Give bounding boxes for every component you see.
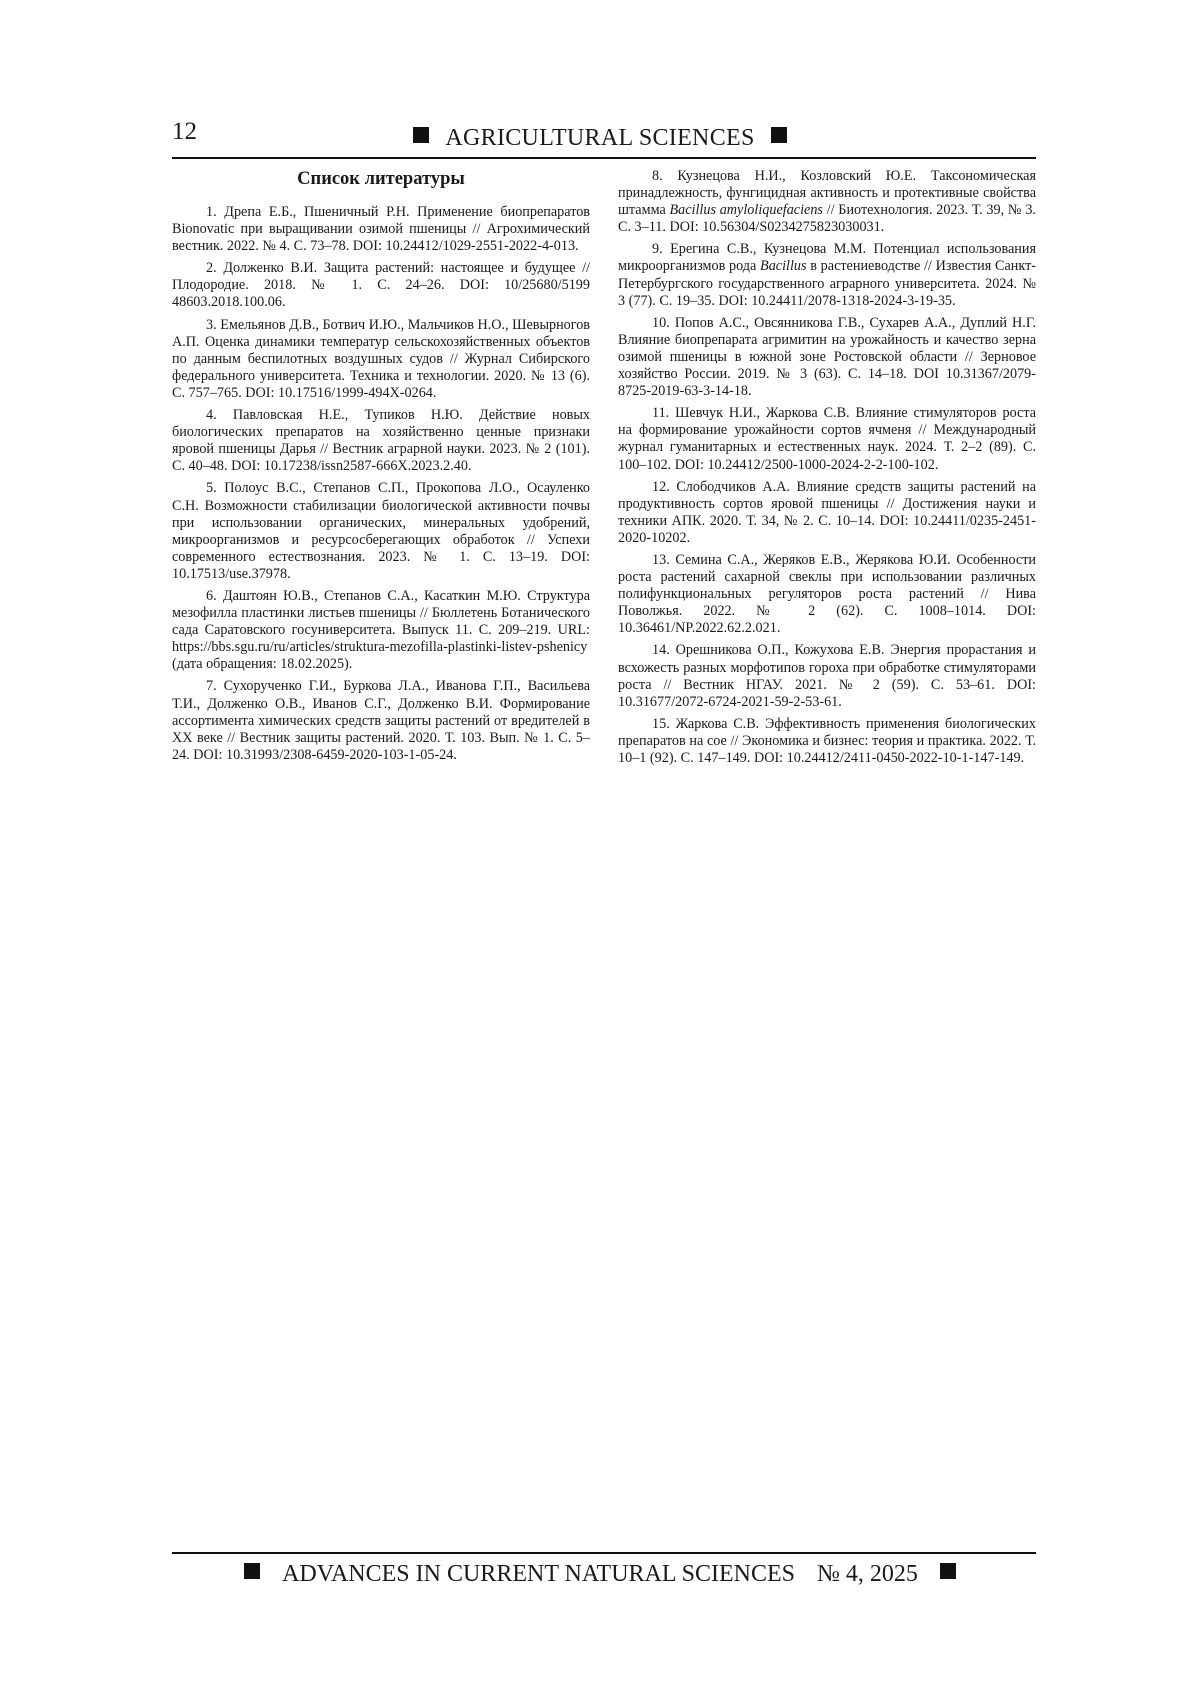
reference-number: 13. [652,551,670,568]
journal-name: ADVANCES IN CURRENT NATURAL SCIENCES [282,1561,796,1587]
reference-number: 5. [206,480,217,497]
reference-text: // Биотехнология. 2023. Т. 39, № 3. С. 3–11. DOI: 10.56304/S0234275823030031. [618,202,1036,236]
reference-item [172,317,590,402]
left-column [172,168,590,769]
right-column [618,168,1036,772]
reference-item [172,260,590,311]
reference-item [618,642,1036,710]
reference-item [618,479,1036,547]
reference-item [172,204,590,255]
reference-item [618,716,1036,767]
reference-number: 8. [652,168,663,184]
square-bullet-icon [771,127,787,143]
reference-number: 10. [652,314,670,331]
reference-text: Полоус В.С., Степанов С.П., Прокопова Л.О., Осауленко С.Н. Возможности стабилизации биологической активности почвы при использовании органических, минеральных удобрений, микроорганизмов и ресурсосберегающих обработок // Успехи современного естествознания. 2023. № 1. С. 13–19. DOI: 10.17513/use.37978. [172,480,591,582]
reference-text: Шевчук Н.И., Жаркова С.В. Влияние стимуляторов роста на формирование урожайности сортов ячменя // Международный журнал гуманитарных и естественных наук. 2024. Т. 2–2 (89). С. 100–102. DOI: 10.24412/2500-1000-2024-2-2-100-102. [618,405,1036,473]
reference-text: в растениеводстве // Известия Санкт-Петербургского государственного аграрного университета. 2024. № 3 (77). С. 19–35. DOI: 10.24411/2078-1318-2024-3-19-35. [618,258,1036,309]
reference-number: 4. [206,407,217,424]
reference-text: Павловская Н.Е., Тупиков Н.Ю. Действие новых биологических препаратов на хозяйственно ценные признаки яровой пшеницы Дарья // Вестник аграрной науки. 2023. № 2 (101). С. 40–48. DOI: 10.17238/issn2587-666X.2023.2.40. [172,407,591,475]
header-divider [172,157,1036,159]
reference-item [172,407,590,475]
reference-text: Семина С.А., Жеряков Е.В., Жерякова Ю.И. Особенности роста растений сахарной свеклы при использовании различных полифункциональных регуляторов роста растений // Нива Поволжья. 2022. № 2 (62). С. 1008–1014. DOI: 10.36461/NP.2022.62.2.021. [618,551,1037,637]
reference-text: Орешникова О.П., Кожухова Е.В. Энергия прорастания и всхожесть разных морфотипов гороха при обработке стимуляторами роста // Вестник НГАУ. 2021. № 2 (59). С. 53–61. DOI: 10.31677/2072-6724-2021-59-2-53-61. [618,642,1036,710]
reference-number: 12. [652,478,670,495]
square-bullet-icon [940,1563,956,1579]
reference-item [618,552,1036,637]
reference-number: 9. [652,241,663,258]
reference-item [172,480,590,583]
reference-number: 14. [652,642,670,659]
reference-item [618,241,1036,309]
reference-text: Емельянов Д.В., Ботвич И.Ю., Мальчиков Н.О., Шевырногов А.П. Оценка динамики температур сельскохозяйственных объектов по данным беспилотных воздушных судов // Журнал Сибирского федерального университета. Техника и технологии. 2020. № 13 (6). С. 757–765. DOI: 10.17516/1999-494X-0264. [172,316,591,401]
issue-number: № 4, 2025 [817,1561,918,1587]
reference-text: Жаркова С.В. Эффективность применения биологических препаратов на сое // Экономика и бизнес: теория и практика. 2022. Т. 10–1 (92). С. 147–149. DOI: 10.24412/2411-0450-2022-10-1-147-149. [618,715,1036,766]
reference-text: Долженко В.И. Защита растений: настоящее и будущее // Плодородие. 2018. № 1. С. 24–26. DOI: 10/25680/5199 48603.2018.100.06. [172,260,590,311]
page-number: 12 [172,118,197,145]
reference-text: Дрепа Е.Б., Пшеничный Р.Н. Применение биопрепаратов Bionovatic при выращивании озимой пшеницы // Агрохимический вестник. 2022. № 4. С. 73–78. DOI: 10.24412/1029-2551-2022-4-013. [172,204,591,255]
reference-text: Даштоян Ю.В., Степанов С.А., Касаткин М.Ю. Структура мезофилла пластинки листьев пшеницы // Бюллетень Ботанического сада Саратовского госуниверситета. Выпуск 11. С. 209–219. URL: https://bbs.sgu.ru/ru/articles/struktura-mezofilla-plastinki-listev-pshenicy (дата обращения: 18.02.2025). [172,587,590,673]
square-bullet-icon [413,127,429,143]
square-bullet-icon [244,1563,260,1579]
reference-list-right [618,168,1036,767]
running-header [0,124,1200,152]
reference-text: Ерегина С.В., Кузнецова М.М. Потенциал использования микроорганизмов рода [618,241,1036,275]
reference-text: Кузнецова Н.И., Козловский Ю.Е. Таксономическая принадлежность, фунгицидная активность и протективные свойства штамма [618,168,1036,219]
reference-number: 6. [206,587,217,604]
reference-number: 15. [652,715,670,732]
reference-item [618,405,1036,473]
reference-text: Сухорученко Г.И., Буркова Л.А., Иванова Г.П., Васильева Т.И., Долженко О.В., Иванов С.Г., Долженко В.И. Формирование ассортимента химических средств защиты растений от вредителей в XX веке // Вестник защиты растений. 2020. Т. 103. Вып. № 1. С. 5–24. DOI: 10.31993/2308-6459-2020-103-1-05-24. [172,678,590,763]
footer-divider [172,1552,1036,1554]
species-name: Bacillus [760,258,807,275]
references-heading: Список литературы [297,169,465,189]
reference-item [172,588,590,673]
reference-number: 7. [206,678,217,695]
reference-number: 11. [652,405,670,422]
reference-list-left [172,204,590,764]
journal-section-title: AGRICULTURAL SCIENCES [445,125,755,151]
species-name: Bacillus amyloliquefaciens [669,202,823,219]
reference-number: 1. [206,204,217,220]
reference-text: Попов А.С., Овсянникова Г.В., Сухарев А.А., Дуплий Н.Г. Влияние биопрепарата агримитин на урожайность и качество зерна озимой пшеницы в южной зоне Ростовской области // Зерновое хозяйство России. 2019. № 3 (63). С. 14–18. DOI 10.31367/2079-8725-2019-63-3-14-18. [618,314,1036,400]
reference-number: 2. [206,260,217,277]
running-footer [0,1560,1200,1588]
reference-item [618,168,1036,236]
reference-number: 3. [206,316,217,333]
reference-item [618,315,1036,400]
reference-text: Слободчиков А.А. Влияние средств защиты растений на продуктивность сортов яровой пшеницы // Достижения науки и техники АПК. 2020. Т. 34, № 2. С. 10–14. DOI: 10.24411/0235-2451-2020-10202. [618,478,1036,546]
reference-item [172,678,590,763]
